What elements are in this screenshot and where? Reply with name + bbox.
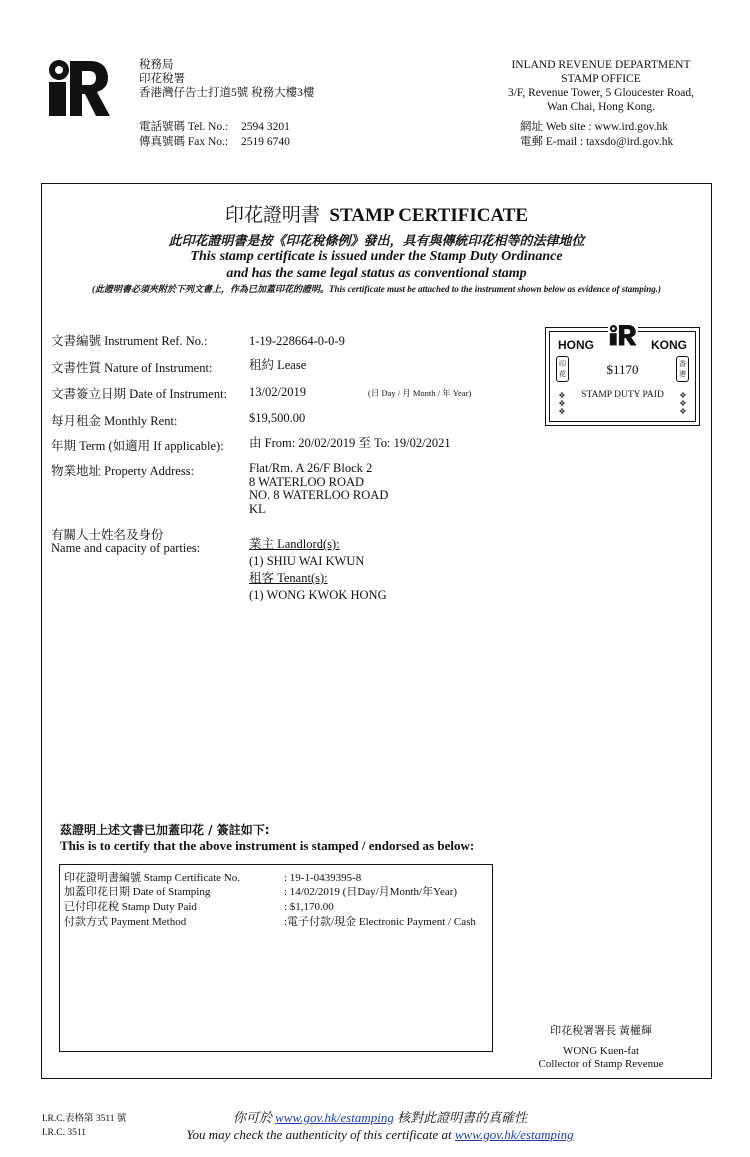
web-contacts — [520, 120, 673, 150]
rent-value: $19,500.00 — [249, 411, 306, 425]
parties-list — [249, 536, 387, 604]
title-cn: 印花證明書 — [224, 205, 320, 226]
address-line: NO. 8 WATERLOO ROAD — [249, 488, 389, 502]
stamping-details-box — [59, 864, 493, 1052]
address-en-line1: 3/F, Revenue Tower, 5 Gloucester Road, — [507, 87, 695, 99]
cert-no-value: : 19-1-0439395-8 — [284, 872, 362, 884]
office-address-en — [470, 58, 732, 114]
dept-name-cn: 稅務局 — [139, 59, 174, 71]
address-cn: 香港灣仔告士打道5號 稅務大樓3樓 — [139, 87, 315, 99]
collector-name: WONG Kuen-fat — [562, 1045, 640, 1057]
stamp-paid-label: STAMP DUTY PAID — [581, 390, 664, 400]
check-en: You may check the authenticity of this certificate at — [186, 1127, 455, 1142]
dept-name-en: INLAND REVENUE DEPARTMENT — [511, 59, 691, 71]
parties-label-en: Name and capacity of parties: — [51, 541, 201, 555]
website[interactable]: 網址 Web site : www.ird.gov.hk — [520, 121, 669, 133]
certify-cn: 茲證明上述文書已加蓋印花 / 簽註如下: — [60, 823, 270, 837]
phone-contacts — [139, 120, 290, 150]
ird-logo — [46, 58, 112, 118]
address-line: KL — [249, 501, 266, 516]
landlord-name: (1) SHIU WAI KWUN — [249, 554, 365, 568]
collector-title-cn: 印花稅署署長 黃權輝 — [550, 1025, 652, 1037]
form-number-en: I.R.C. 3511 — [42, 1128, 86, 1138]
ornament-icon: ❖ ❖ ❖ — [558, 391, 566, 416]
tenant-heading: 租客 Tenant(s): — [249, 571, 328, 585]
office-name-cn: 印花稅署 — [139, 73, 185, 85]
tenant-name: (1) WONG KWOK HONG — [249, 588, 387, 602]
page-title — [41, 200, 712, 227]
check-cn-pre: 你可於 — [232, 1110, 276, 1125]
duty-paid-label: 已付印花稅 Stamp Duty Paid — [64, 901, 197, 913]
estamping-link[interactable]: www.gov.hk/estamping — [454, 1127, 574, 1142]
seal-left: 印花 — [556, 356, 569, 382]
attachment-note: (此證明書必須夾附於下列文書上，作為已加蓋印花的證明。This certificate must be attached to the instrument shown below as evidence of stamping.) — [91, 284, 661, 294]
ornament-icon: ❖ ❖ ❖ — [679, 391, 687, 416]
nature-label: 文書性質 Nature of Instrument: — [51, 361, 213, 375]
cert-no-label: 印花證明書編號 Stamp Certificate No. — [64, 872, 240, 884]
seal-right: 香港 — [676, 356, 689, 382]
fax-number: 2519 6740 — [241, 136, 290, 148]
subtitle-en-line2: and has the same legal status as conventional stamp — [226, 266, 527, 281]
subtitle-cn: 此印花證明書是按《印花稅條例》發出，具有與傳統印花相等的法律地位 — [168, 233, 585, 248]
payment-method-label: 付款方式 Payment Method — [64, 916, 187, 928]
ref-value: 1-19-228664-0-0-9 — [249, 334, 345, 348]
tel-label: 電話號碼 Tel. No.: — [139, 121, 229, 133]
stamping-date-label: 加蓋印花日期 Date of Stamping — [64, 886, 211, 898]
stamp-duty-paid-stamp — [545, 327, 700, 426]
stamp-hong: HONG — [558, 338, 594, 352]
address-line: 8 WATERLOO ROAD — [249, 474, 365, 489]
date-label: 文書簽立日期 Date of Instrument: — [51, 387, 228, 401]
parties-label — [51, 529, 200, 555]
office-address-cn — [139, 58, 314, 100]
payment-method-value: :電子付款/現金 Electronic Payment / Cash — [284, 916, 476, 928]
nature-value: 租約 Lease — [249, 358, 307, 372]
ref-label: 文書編號 Instrument Ref. No.: — [51, 334, 208, 348]
tel-number: 2594 3201 — [241, 121, 290, 133]
rent-label: 每月租金 Monthly Rent: — [51, 414, 178, 428]
address-line: Flat/Rm. A 26/F Block 2 — [249, 461, 373, 475]
estamping-link[interactable]: www.gov.hk/estamping — [275, 1110, 394, 1125]
email[interactable]: 電郵 E-mail : taxsdo@ird.gov.hk — [520, 136, 674, 148]
address-en-line2: Wan Chai, Hong Kong. — [547, 101, 655, 113]
date-format-hint: (日 Day / 月 Month / 年 Year) — [368, 388, 472, 398]
stamp-kong: KONG — [651, 338, 687, 352]
landlord-heading: 業主 Landlord(s): — [249, 537, 340, 551]
term-label: 年期 Term (如適用 If applicable): — [51, 439, 224, 453]
subtitle-en — [41, 248, 712, 282]
term-value: 由 From: 20/02/2019 至 To: 19/02/2021 — [249, 436, 451, 450]
stamping-date-value: : 14/02/2019 (日Day/月Month/年Year) — [284, 886, 458, 898]
check-cn-post: 核對此證明書的真確性 — [397, 1110, 528, 1125]
form-number-cn: I.R.C.表格第 3511 號 — [42, 1114, 127, 1124]
ird-logo-small — [608, 324, 638, 346]
collector-title-en: Collector of Stamp Revenue — [538, 1058, 664, 1070]
subtitle-en-line1: This stamp certificate is issued under the Stamp Duty Ordinance — [190, 249, 563, 264]
address-label: 物業地址 Property Address: — [51, 464, 195, 478]
collector-signature — [522, 1025, 680, 1071]
parties-label-cn: 有關人士姓名及身份 — [51, 528, 164, 542]
date-value: 13/02/2019 — [249, 385, 306, 399]
duty-paid-value: : $1,170.00 — [284, 901, 334, 913]
stamp-amount: $1170 — [606, 362, 639, 377]
fax-label: 傳真號碼 Fax No.: — [139, 136, 229, 148]
office-name-en: STAMP OFFICE — [561, 73, 641, 85]
title-en: STAMP CERTIFICATE — [329, 205, 529, 226]
certify-en: This is to certify that the above instrument is stamped / endorsed as below: — [60, 838, 475, 853]
authenticity-note — [100, 1109, 660, 1143]
property-address — [249, 462, 388, 516]
